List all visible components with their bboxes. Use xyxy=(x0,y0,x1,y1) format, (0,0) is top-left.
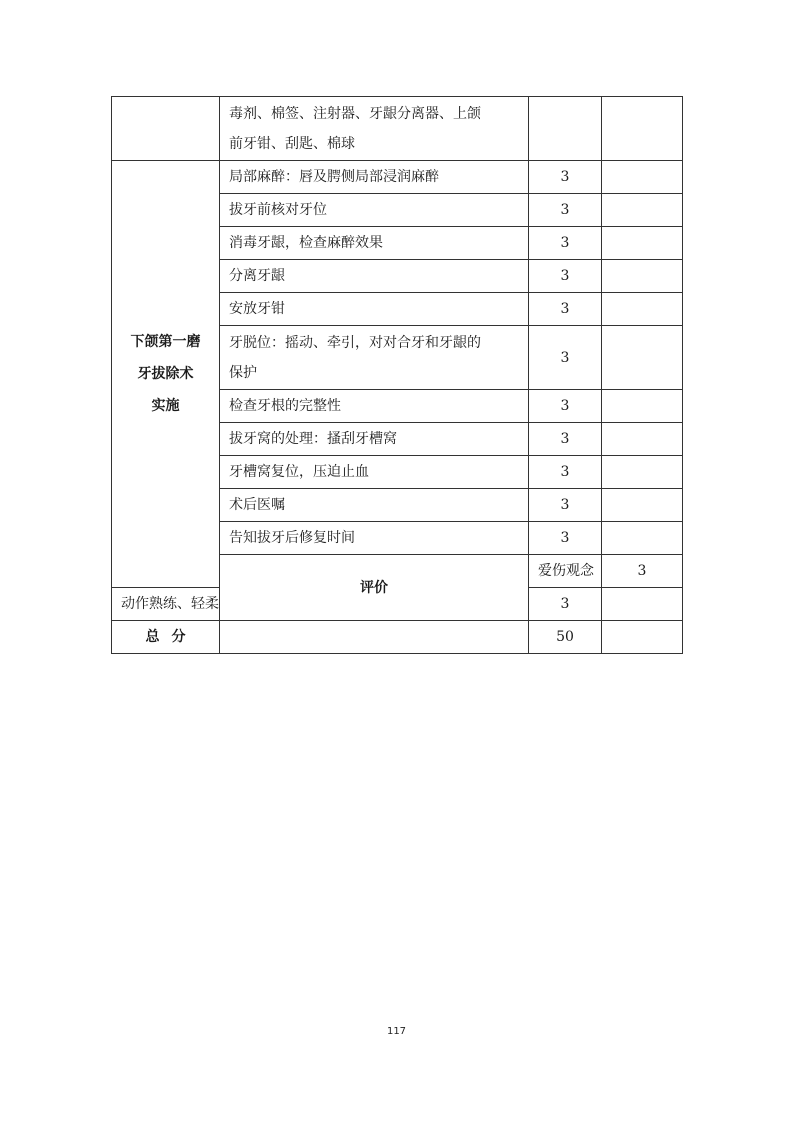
item-text-line: 毒剂、棉签、注射器、牙龈分离器、上颌 xyxy=(229,105,481,122)
deduction-cell xyxy=(602,390,683,423)
deduction-cell xyxy=(602,293,683,326)
deduction-cell xyxy=(602,522,683,555)
category-cell-evaluation: 评价 xyxy=(220,555,529,621)
score-cell: 3 xyxy=(529,456,602,489)
table-row-materials-continued xyxy=(112,97,683,161)
item-cell: 术后医嘱 xyxy=(220,489,529,522)
total-label-part: 总 xyxy=(145,629,160,645)
deduction-cell xyxy=(602,489,683,522)
score-cell: 3 xyxy=(529,260,602,293)
item-text-line: 牙脱位：摇动、牵引，对对合牙和牙龈的 xyxy=(229,334,481,351)
item-cell: 消毒牙龈，检查麻醉效果 xyxy=(220,227,529,260)
score-cell: 3 xyxy=(529,326,602,390)
page-number: 117 xyxy=(386,1026,407,1037)
deduction-cell xyxy=(602,97,683,161)
table-row xyxy=(112,161,683,194)
score-cell: 3 xyxy=(529,161,602,194)
deduction-cell xyxy=(602,194,683,227)
deduction-cell xyxy=(602,456,683,489)
item-cell: 局部麻醉：唇及腭侧局部浸润麻醉 xyxy=(220,161,529,194)
score-cell: 3 xyxy=(529,194,602,227)
score-cell: 3 xyxy=(529,522,602,555)
score-cell: 3 xyxy=(529,423,602,456)
item-text-line: 前牙钳、刮匙、棉球 xyxy=(229,135,355,152)
score-cell: 3 xyxy=(529,588,602,621)
deduction-cell xyxy=(602,161,683,194)
item-cell: 牙槽窝复位，压迫止血 xyxy=(220,456,529,489)
item-text-line: 保护 xyxy=(229,364,257,381)
deduction-cell xyxy=(602,326,683,390)
deduction-cell xyxy=(602,260,683,293)
scoring-table xyxy=(111,96,683,654)
total-score-cell: 50 xyxy=(529,621,602,654)
category-label-line: 牙拔除术 xyxy=(137,366,194,382)
item-cell: 动作熟练、轻柔 xyxy=(112,588,220,621)
score-cell: 3 xyxy=(529,489,602,522)
category-cell-empty xyxy=(112,97,220,161)
score-cell: 3 xyxy=(529,293,602,326)
total-label-part: 分 xyxy=(171,629,186,645)
deduction-cell xyxy=(602,588,683,621)
total-label xyxy=(112,621,220,654)
category-cell-extraction xyxy=(112,161,220,588)
score-cell: 3 xyxy=(529,390,602,423)
score-cell xyxy=(529,97,602,161)
item-cell: 拔牙前核对牙位 xyxy=(220,194,529,227)
item-cell: 检查牙根的完整性 xyxy=(220,390,529,423)
table-row-total xyxy=(112,621,683,654)
score-cell: 3 xyxy=(529,227,602,260)
item-cell: 分离牙龈 xyxy=(220,260,529,293)
deduction-cell xyxy=(602,423,683,456)
deduction-cell xyxy=(602,227,683,260)
item-cell-materials xyxy=(220,97,529,161)
item-cell: 安放牙钳 xyxy=(220,293,529,326)
score-cell: 3 xyxy=(602,555,683,588)
item-cell xyxy=(220,326,529,390)
deduction-cell xyxy=(602,621,683,654)
item-cell: 告知拔牙后修复时间 xyxy=(220,522,529,555)
category-label-line: 下颌第一磨 xyxy=(130,334,201,350)
category-label-line: 实施 xyxy=(151,398,180,414)
item-cell-empty xyxy=(220,621,529,654)
item-cell: 拔牙窝的处理：搔刮牙槽窝 xyxy=(220,423,529,456)
item-cell: 爱伤观念 xyxy=(529,555,602,588)
